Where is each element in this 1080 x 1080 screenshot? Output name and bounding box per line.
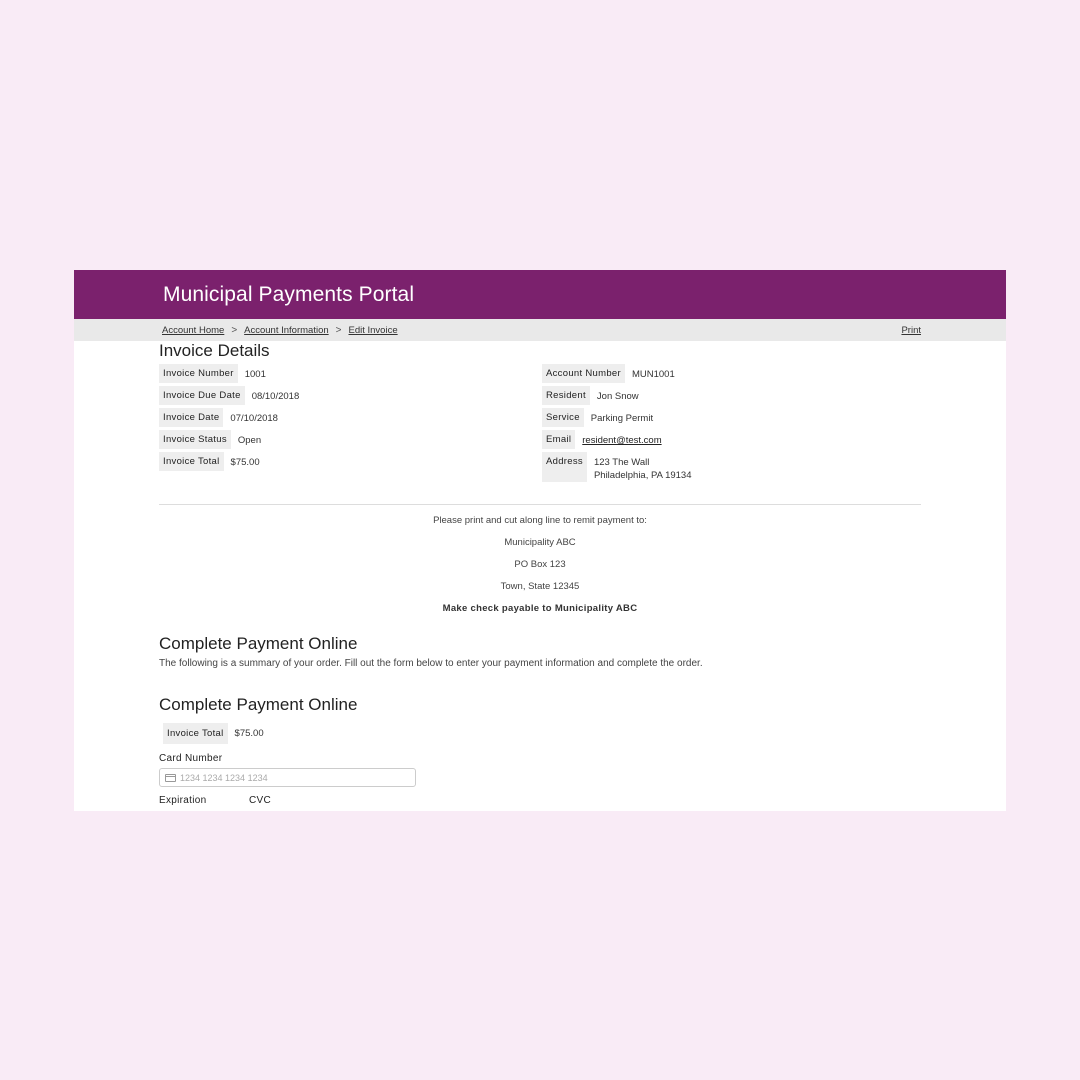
invoice-details-heading: Invoice Details	[159, 341, 270, 360]
detail-row-email	[542, 430, 692, 449]
address-line-2: Philadelphia, PA 19134	[593, 470, 692, 481]
breadcrumb-bar	[74, 319, 1006, 341]
detail-row-service	[542, 408, 692, 427]
detail-row-invoice-total	[159, 452, 299, 471]
cvc-label: CVC	[249, 795, 272, 806]
detail-label: Invoice Total	[159, 452, 224, 471]
credit-card-icon	[165, 774, 176, 782]
invoice-details-right	[542, 364, 692, 485]
detail-label: Invoice Due Date	[159, 386, 245, 405]
detail-row-invoice-status	[159, 430, 299, 449]
payment-total-value: $75.00	[234, 728, 264, 739]
detail-value: Jon Snow	[596, 391, 639, 402]
detail-row-invoice-number	[159, 364, 299, 383]
detail-value: 07/10/2018	[230, 413, 278, 424]
complete-payment-heading: Complete Payment Online	[159, 634, 358, 653]
detail-label: Email	[542, 430, 575, 449]
breadcrumb	[162, 319, 398, 341]
chevron-right-icon: >	[335, 324, 342, 336]
app-header	[74, 270, 1006, 319]
detail-label: Account Number	[542, 364, 625, 383]
remit-po-box: PO Box 123	[514, 559, 566, 570]
detail-row-invoice-date	[159, 408, 299, 427]
cut-line-divider	[159, 504, 921, 505]
complete-payment-heading-2: Complete Payment Online	[159, 695, 358, 714]
detail-value	[575, 430, 661, 447]
remit-section	[159, 510, 921, 620]
main-content	[159, 341, 921, 806]
order-summary-text: The following is a summary of your order. Fill out the form below to enter your payment information and complete the order.	[159, 658, 703, 669]
payment-total-label: Invoice Total	[163, 723, 228, 744]
payment-total-row	[163, 723, 921, 744]
invoice-details	[159, 364, 921, 504]
detail-value: MUN1001	[631, 369, 675, 380]
detail-value: Parking Permit	[590, 413, 654, 424]
portal-window	[74, 270, 1006, 811]
remit-instructions: Please print and cut along line to remit payment to:	[433, 515, 647, 526]
expiration-label: Expiration	[159, 795, 207, 806]
detail-label: Invoice Date	[159, 408, 223, 427]
address-line-1: 123 The Wall	[593, 457, 650, 468]
detail-label: Invoice Status	[159, 430, 231, 449]
detail-row-address	[542, 452, 692, 482]
breadcrumb-edit-invoice[interactable]: Edit Invoice	[348, 324, 398, 336]
breadcrumb-account-information[interactable]: Account Information	[244, 324, 329, 336]
detail-row-invoice-due-date	[159, 386, 299, 405]
detail-value: 08/10/2018	[251, 391, 300, 402]
detail-label: Service	[542, 408, 584, 427]
detail-value: Open	[237, 435, 262, 446]
detail-label: Invoice Number	[159, 364, 238, 383]
chevron-right-icon: >	[231, 324, 238, 336]
invoice-details-left	[159, 364, 299, 474]
detail-label: Address	[542, 452, 587, 482]
remit-city: Town, State 12345	[500, 581, 580, 592]
remit-payable: Make check payable to Municipality ABC	[442, 603, 638, 614]
detail-row-resident	[542, 386, 692, 405]
card-number-input[interactable]	[180, 773, 400, 783]
detail-value	[587, 452, 692, 482]
remit-name: Municipality ABC	[504, 537, 576, 548]
card-number-label: Card Number	[159, 753, 223, 764]
detail-label: Resident	[542, 386, 590, 405]
detail-value: 1001	[244, 369, 266, 380]
card-number-field[interactable]	[159, 768, 416, 787]
breadcrumb-account-home[interactable]: Account Home	[162, 324, 225, 336]
expiration-cvc-labels	[159, 795, 921, 806]
detail-row-account-number	[542, 364, 692, 383]
email-link[interactable]: resident@test.com	[582, 435, 662, 446]
print-link[interactable]: Print	[901, 324, 921, 336]
detail-value: $75.00	[230, 457, 260, 468]
app-title: Municipal Payments Portal	[163, 282, 415, 306]
